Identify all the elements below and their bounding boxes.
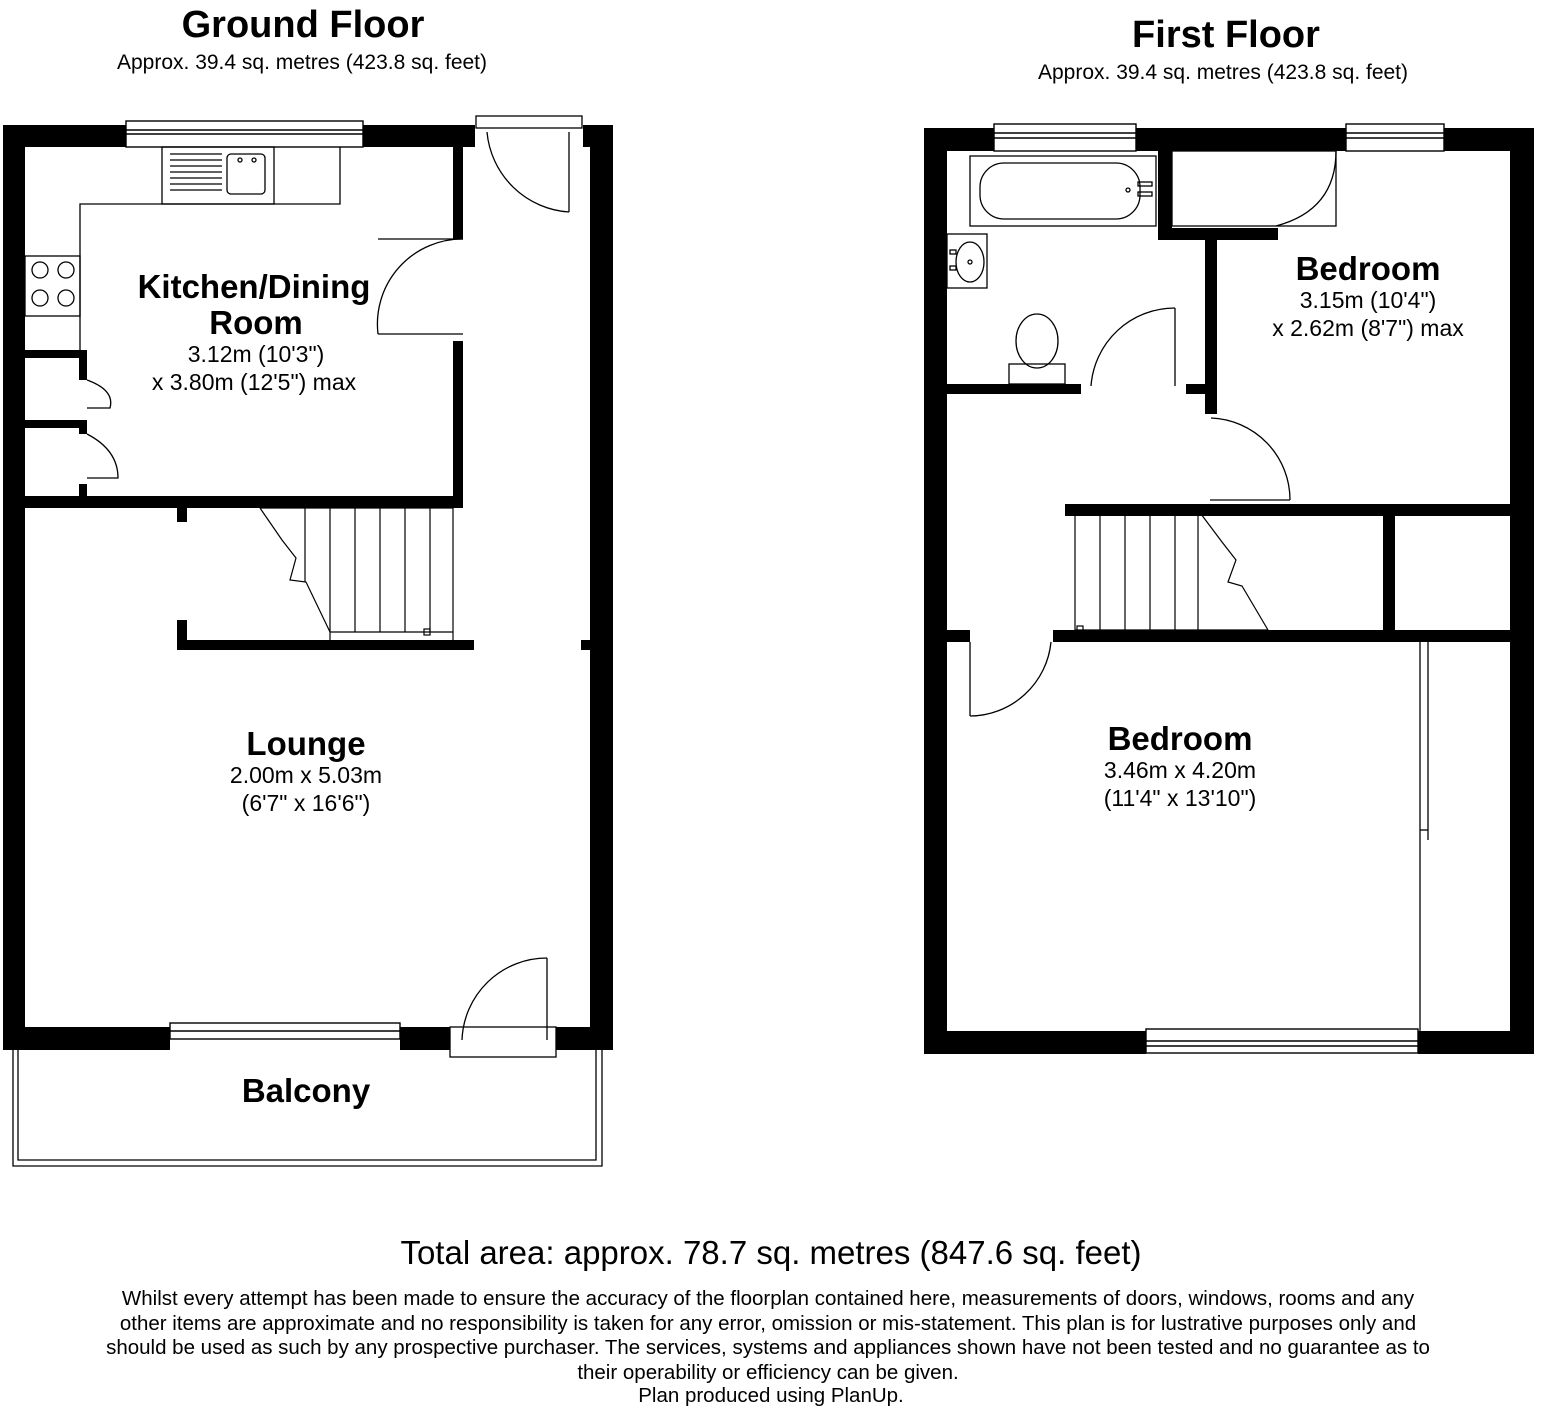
ground-floor-title: Ground Floor xyxy=(181,4,425,46)
bedroom-small-dim-line1: 3.15m (10'4") xyxy=(1299,287,1437,313)
first-floor-title: First Floor xyxy=(1132,14,1320,56)
bedroom-small-name: Bedroom xyxy=(1295,250,1441,287)
ground-floor-stairs xyxy=(260,508,453,640)
ground-floor-plan xyxy=(3,4,613,1166)
first-floor-walls xyxy=(924,128,1534,1054)
disclaimer: Whilst every attempt has been made to ensure the accuracy of the floorplan contained here, measurements of doors, windows, rooms and any other items are approximate and no responsibility is taken for any error, omission or mis-statement. This plan is for lustrative purposes only and should be used as such by any prospective purchaser. The services, systems and appliances shown have not been tested and no guarantee as to their operability or efficiency can be given. xyxy=(106,1287,1430,1384)
total-area: Total area: approx. 78.7 sq. metres (847.6 sq. feet) xyxy=(400,1234,1142,1271)
bedroom-large-name: Bedroom xyxy=(1107,720,1253,757)
first-floor-plan xyxy=(924,14,1534,1054)
ground-floor-windows xyxy=(126,121,400,1039)
first-floor-area: Approx. 39.4 sq. metres (423.8 sq. feet) xyxy=(1037,61,1409,84)
lounge-label xyxy=(230,725,382,816)
kitchen-name-line2: Room xyxy=(209,304,303,341)
bedroom-small-dim-line2: x 2.62m (8'7") max xyxy=(1272,315,1464,341)
ground-floor-doors xyxy=(87,116,582,1057)
lounge-dim-line2: (6'7" x 16'6") xyxy=(241,790,371,816)
kitchen-label xyxy=(138,268,371,395)
lounge-name: Lounge xyxy=(246,725,366,762)
kitchen-dim-line2: x 3.80m (12'5") max xyxy=(151,369,357,395)
ground-floor-area: Approx. 39.4 sq. metres (423.8 sq. feet) xyxy=(116,51,488,74)
bathroom-fixtures xyxy=(947,156,1156,384)
first-floor-stairs xyxy=(1075,510,1268,632)
bedroom-large-dim-line1: 3.46m x 4.20m xyxy=(1103,757,1257,783)
kitchen-dim-line1: 3.12m (10'3") xyxy=(187,341,325,367)
balcony-name: Balcony xyxy=(241,1072,371,1109)
kitchen-name-line1: Kitchen/Dining xyxy=(137,268,371,305)
lounge-dim-line1: 2.00m x 5.03m xyxy=(229,762,383,788)
plan-credit: Plan produced using PlanUp. xyxy=(638,1384,904,1407)
bedroom-large-dim-line2: (11'4" x 13'10") xyxy=(1103,785,1257,811)
bedroom-small-label xyxy=(1272,250,1464,341)
bedroom-large-label xyxy=(1104,720,1257,811)
